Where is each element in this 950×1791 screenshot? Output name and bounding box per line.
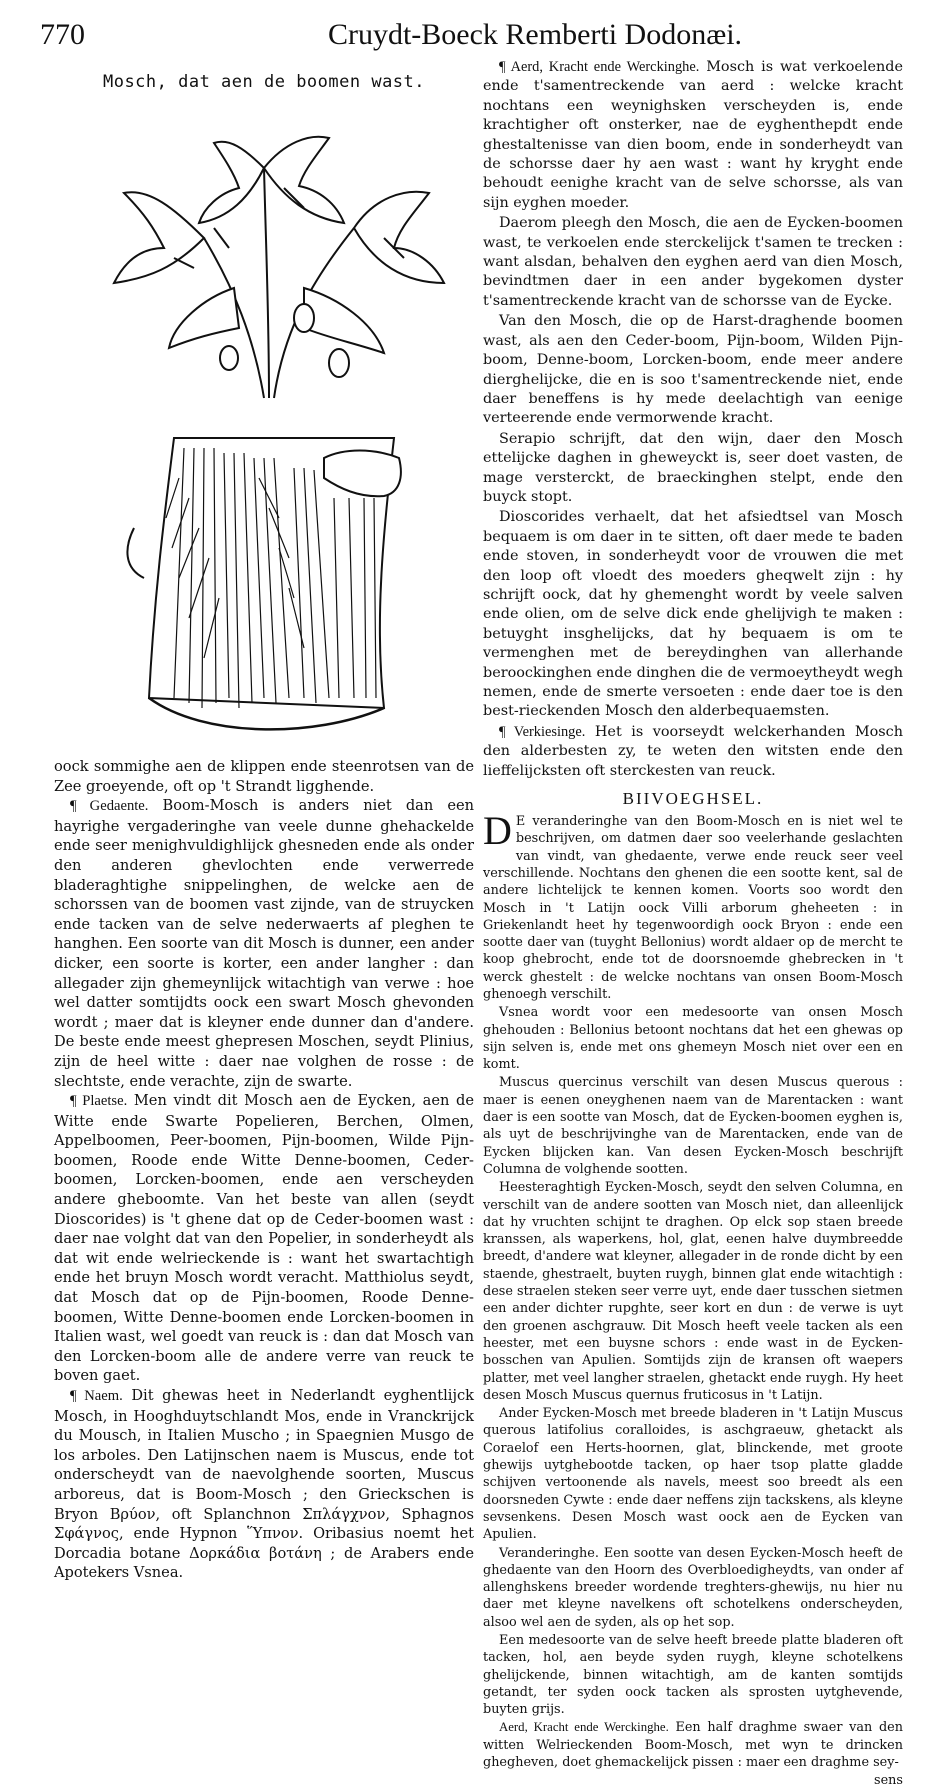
paragraph bbox=[483, 312, 903, 428]
page-number: 770 bbox=[40, 18, 85, 51]
paragraph-verkiesinge bbox=[483, 723, 903, 781]
paragraph-text: Dioscorides verhaelt, dat het afsiedtsel van Mosch bequaem is om daer in te sitten, oft daer mede te baden ende stoven, in sonderheydt voor de vrouwen die met den loop oft vloedt des moeders gheqwelt zijn : hy schrijft oock, dat hy ghemenght wordt by veele salven ende olien, om de selve dick ende ghelijvigh te maken : betuyght insghelijcks, dat hy bequaem is om te vermenghen met de bereydinghen van allerhande beroockinghen ende dinghen die de vermoeytheydt wegh nemen, ende de smerte versoeten : ende daer toe is den best-rieckenden Mosch den alderbequaemsten. bbox=[483, 509, 903, 720]
paragraph-text: Een medesoorte van de selve heeft breede platte bladeren oft tacken, hol, aen beyde syden ruygh, kleyne schotelkens ghelijckende, binnen witachtigh, am de kanten somtijds getandt, ter syden oock tacken als sprosten uytghevende, buyten grijs. bbox=[483, 1632, 903, 1718]
paragraph-text: Het is voorseydt welckerhanden Mosch den alderbesten zy, te weten den witsten ende den lieffelijcksten oft sterckesten van reuck. bbox=[483, 723, 903, 779]
paragraph-aerd-kracht bbox=[483, 1719, 903, 1771]
paragraph-text: Veranderinghe. Een sootte van desen Eycken-Mosch heeft de ghedaente van den Hoorn des Overbloedigheydts, van onder af allenghskens breeder wordende treghters-ghewijs, nu hier nu daer met kleyne navelkens oft schotelkens onderscheyden, alsoo wel aen de syden, als op het sop. bbox=[483, 1545, 903, 1630]
paragraph-text: Boom-Mosch is anders niet dan een hayrighe vergaderinghe van veele dunne ghehackelde ende seer menighvuldighlijck ghesneden ende als onder den anderen ghevlochten ende verwerrede bladeraghtighe snippelinghen, de welcke aen de schorssen van de boomen vast zijnde, van de struycken ende tacken van de selve nederwaerts af pleghen te hanghen. Een soorte van dit Mosch is dunner, een ander dicker, een soorte is korter, een ander langher : dan allegader zijn ghemeynlijck witachtigh van verwe : hoe wel datter somtijdts oock een swart Mosch ghevonden wordt ; maer dat is kleyner ende dunner dan d'andere. De beste ende meest ghepresen Moschen, seydt Plinius, zijn de heel witte : daer nae volghen de rosse : de slechtste, ende verachte, zijn de swarte. bbox=[54, 797, 475, 1090]
paragraph-text: Een half draghme swaer van den witten Welrieckenden Boom-Mosch, met wyn te drincken ghegheven, doet ghemackelijck pissen : maer een draghme sey- bbox=[483, 1720, 903, 1771]
paragraph-aerd bbox=[483, 58, 903, 213]
section-label: ¶ Plaetse. bbox=[70, 1093, 128, 1110]
paragraph-text: Daerom pleegh den Mosch, die aen de Eycken-boomen wast, te verkoelen ende sterckelijck t'samen te trecken : want alsdan, behalven den eyghen aerd van dien Mosch, bevindtmen daer in een ander bygekomen dyster t'samentreckende kracht van de schorsse van de Eycke. bbox=[483, 215, 903, 309]
paragraph-text: oock sommighe aen de klippen ende steenrotsen van de Zee groeyende, oft op 't Strandt ligghende. bbox=[54, 758, 474, 795]
paragraph bbox=[483, 1179, 903, 1404]
paragraph-text: Ander Eycken-Mosch met breede bladeren in 't Latijn Muscus querous latifolius coralloides, is aschgraeuw, ghetackt als Coraelof een Herts-hoornen, glat, blinckende, met groote ghewijs uytghebootde tacken, op haer tsop platte gladde schijven vertoonende als navels, meest soo breedt als een doorsneden Cywte : ende daer neffens zijn tackskens, als kleyne sevsenkens. Desen Mosch wast oock aen de Eycken van Apulien. bbox=[483, 1406, 903, 1543]
bivoeghsel-section bbox=[483, 808, 903, 1790]
paragraph-plaetse bbox=[54, 1091, 474, 1386]
paragraph bbox=[483, 508, 903, 721]
section-heading-bivoeghsel: BIIVOEGHSEL. bbox=[622, 789, 764, 809]
paragraph bbox=[483, 1074, 903, 1178]
right-top-section bbox=[483, 58, 903, 781]
section-label: Aerd, Kracht ende Werckinghe. bbox=[499, 1720, 669, 1735]
paragraph-text: Van den Mosch, die op de Harst-draghende boomen wast, als aen den Ceder-boom, Pijn-boom, Wilden Pijn-boom, Denne-boom, Lorcken-boom, ende meer andere dierghelijcke, die en is soo t'samentreckende niet, ende daer beneffens is hy mede deelachtigh van eenige verteerende ende vermorwende kracht. bbox=[483, 313, 903, 427]
section-label: ¶ Verkiesinge. bbox=[499, 723, 586, 740]
plate-title: Mosch, dat aen de boomen wast. bbox=[102, 72, 426, 92]
paragraph-text: Men vindt dit Mosch aen de Eycken, aen de Witte ende Swarte Popelieren, Berchen, Olmen, Appelboomen, Peer-boomen, Pijn-boomen, Wilde Pijn-boomen, Roode ende Witte Denne-boomen, Ceder-boomen, Lorcken-boomen, ende aen verscheyden andere gheboomte. Van het beste van allen (seydt Dioscorides) is 't ghene dat op de Ceder-boomen wast : daer nae volght dat van den Popelier, in sonderheydt als dat wit ende welrieckende is : want het swartachtigh ende het bruyn Mosch wordt veracht. Matthiolus seydt, dat Mosch dat op de Pijn-boomen, Roode Denne-boomen, Witte Denne-boomen ende Lorcken-boomen in Italien wast, wel goedt van reuck is : dan dat Mosch van den Lorcken-boom alle de andere verre van reuck te boven gaet. bbox=[54, 1092, 474, 1385]
paragraph-text: Vsnea wordt voor een medesoorte van onsen Mosch ghehouden : Bellonius betoont nochtans dat het een ghewas op sijn selven is, ende met ons ghemeyn Mosch niet over een en komt. bbox=[483, 1005, 903, 1073]
paragraph bbox=[483, 214, 903, 311]
running-title: Cruydt-Boeck Remberti Dodonæi. bbox=[327, 18, 743, 51]
section-label: ¶ Aerd, Kracht ende Werckinghe. bbox=[499, 59, 700, 75]
paragraph bbox=[483, 1545, 903, 1631]
paragraph bbox=[483, 430, 903, 508]
paragraph bbox=[483, 1632, 903, 1718]
paragraph-text: Serapio schrijft, dat den wijn, daer den Mosch ettelijcke daghen in gheweyckt is, seer doet vasten, de mage versterckt, de braeckinghen stelpt, ende den buyck stopt. bbox=[483, 430, 903, 505]
paragraph-text: E veranderinghe van den Boom-Mosch en is niet wel te beschrijven, om datmen daer soo veelerhande geslachten van vindt, van ghedaente, verwe ende reuck seer veel verschillende. Nochtans den ghenen die een sootte kent, sal de andere lichtelijck te kennen komen. Voorts soo wordt den Mosch in 't Latijn oock Villi arborum gheheeten : in Griekenlandt heet hy tegenwoordigh oock Bryon : ende een sootte daer van (tuyght Bellonius) wordt aldaer op de mercht te koop ghebrocht, ende tot de doorsnoemde ghebrecken in 't werck ghestelt : de welcke nochtans van onsen Boom-Mosch ghenoegh verschilt. bbox=[483, 814, 903, 1002]
section-label: ¶ Gedaente. bbox=[70, 798, 149, 815]
paragraph-gedaente bbox=[54, 796, 474, 1091]
paragraph-continuation bbox=[54, 757, 474, 796]
paragraph-first bbox=[483, 808, 903, 1003]
catchword: sens bbox=[874, 1773, 903, 1789]
right-column bbox=[483, 58, 903, 1791]
paragraph bbox=[483, 1405, 903, 1543]
left-column-text bbox=[54, 757, 474, 1583]
paragraph-text: Muscus quercinus verschilt van desen Muscus querous : maer is eenen oneyghenen naem van de Marentacken : want daer is een sootte van Mosch, dat de Eycken-boomen eyghen is, als uyt de beschrijvinghe van de Marentacken, ende van de Eycken blijcken kan. Van desen Eycken-Mosch beschrijft Columna de volghende sootten. bbox=[483, 1075, 903, 1177]
moss-woodcut-illustration bbox=[54, 98, 474, 748]
drop-cap: D bbox=[483, 808, 512, 854]
paragraph-text: Mosch is wat verkoelende ende t'samentreckende van aerd : welcke kracht nochtans een weynighsken verscheyden is, ende krachtigher oft onsterker, nae de eyghenthepdt ende ghestaltenisse van dien boom, ende in sonderheydt van de schorsse daer hy aen wast : want hy kryght ende behoudt eenighe kracht van de selve schorsse, als van sijn eyghen moeder. bbox=[483, 59, 904, 211]
paragraph-text: Dit ghewas heet in Nederlandt eyghentlijck Mosch, in Hooghduytschlandt Mos, ende in Vranckrijck du Mousch, in Italien Muscho ; in Spaegnien Musgo de los arboles. Den Latijnschen naem is Muscus, ende tot onderscheydt van de naevolghende soorten, Muscus arboreus, dat is Boom-Mosch ; den Grieckschen is Bryon Βρύον, oft Splanchnon Σπλάγχνον, Sphagnos Σφάγνος, ende Hypnon Ὕπνον. Oribasius noemt het Dorcadia botane Δορκάδια βοτάνη ; de Arabers ende Apotekers Vsnea. bbox=[54, 1387, 474, 1582]
paragraph-naem bbox=[54, 1386, 474, 1583]
paragraph bbox=[483, 1004, 903, 1073]
left-column-top bbox=[54, 64, 474, 748]
paragraph-text: Heesteraghtigh Eycken-Mosch, seydt den selven Columna, en verschilt van de andere sootten van Mosch niet, dan alleenlijck dat hy vruchten schijnt te draghen. Op elck sop staen breede kranssen, als waperkens, hol, glat, eenen halve duymbreedde breedt, d'andere wat kleyner, allegader in de ronde dicht by een staende, ghestraelt, buyten ruygh, binnen glat ende witachtigh : dese straelen steken seer verre uyt, ende daer tusschen sietmen een ander dichter rupghte, seer kort en dun : de verwe is uyt den groenen aschgrauw. Dit Mosch heeft veele tacken als een heester, met een buysne schors : ende wast in de Eycken-bosschen van Apulien. Somtijds zijn de kransen oft waepers platter, met veel langher straelen, ghetackt ende ruygh. Hy heet desen Mosch Muscus quernus fruticosus in 't Latijn. bbox=[483, 1180, 903, 1403]
section-label: ¶ Naem. bbox=[70, 1388, 123, 1404]
